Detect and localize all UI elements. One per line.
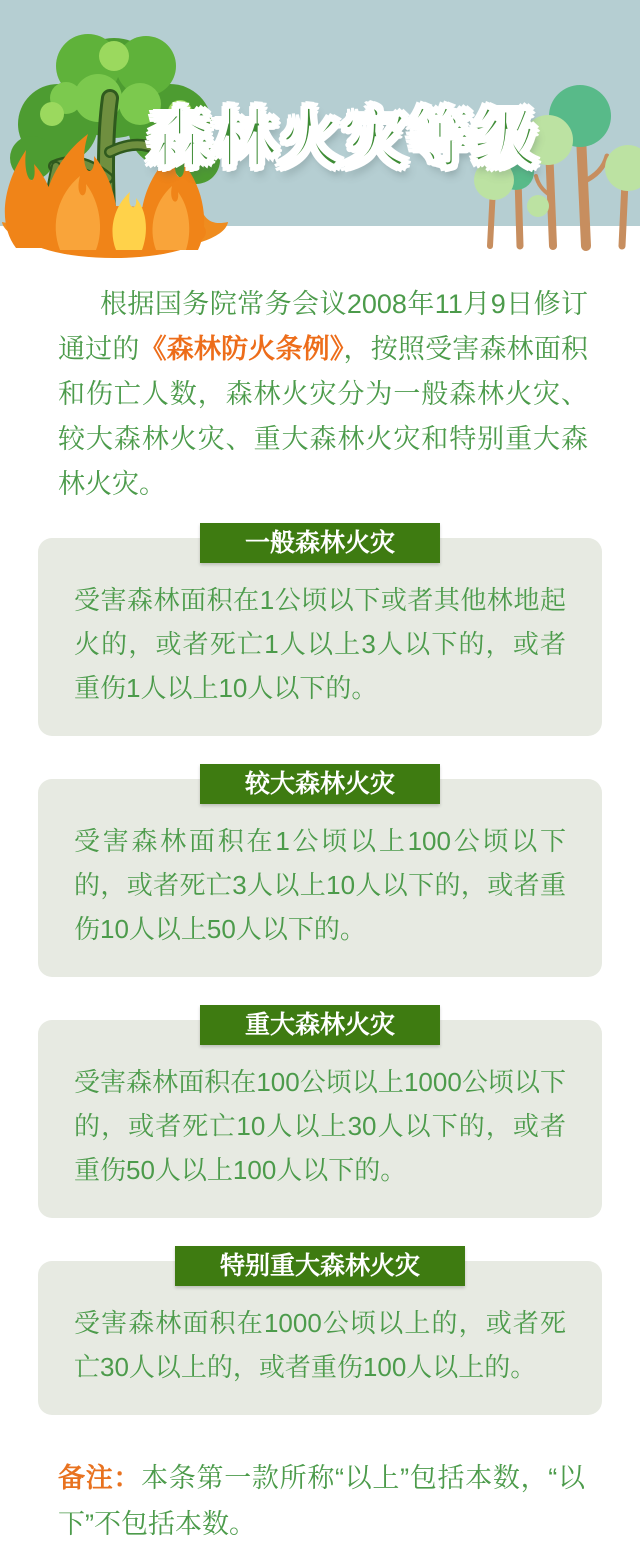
section-general-forest-fire [38,523,602,736]
regulation-name-highlight: 《森林防火条例》 [139,334,344,364]
body-major-forest-fire: 受害森林面积在100公顷以上1000公顷以下的，或者死亡10人以上30人以下的，或者重伤50人以上100人以下的。 [74,1067,566,1185]
note-text: 本条第一款所称“以上”包括本数，“以下”不包括本数。 [58,1463,585,1539]
body-larger-forest-fire: 受害森林面积在1公顷以上100公顷以下的，或者死亡3人以上10人以下的，或者重伤10人以上50人以下的。 [74,826,566,944]
panel-larger-forest-fire [38,779,602,977]
section-larger-forest-fire [38,764,602,977]
intro-text-after: ，按照受害森林面积和伤亡人数，森林火灾分为一般森林火灾、较大森林火灾、重大森林火灾和特别重大森林火灾。 [58,334,589,499]
badge-extra-major-forest-fire: 特别重大森林火灾 [175,1246,465,1286]
page-title: 森林火灾等级 [148,103,538,175]
section-major-forest-fire [38,1005,602,1218]
panel-general-forest-fire [38,538,602,736]
intro-text-before: 根据国务院常务会议2008年11月9日修订通过的 [58,289,588,364]
panel-major-forest-fire [38,1020,602,1218]
header-banner [0,0,640,226]
badge-general-forest-fire: 一般森林火灾 [200,523,440,563]
footer-note [58,1455,585,1547]
body-general-forest-fire: 受害森林面积在1公顷以下或者其他林地起火的，或者死亡1人以上3人以下的，或者重伤1人以上10人以下的。 [74,585,566,703]
note-label: 备注： [58,1463,142,1493]
badge-larger-forest-fire: 较大森林火灾 [200,764,440,804]
body-extra-major-forest-fire: 受害森林面积在1000公顷以上的，或者死亡30人以上的，或者重伤100人以上的。 [74,1308,566,1382]
intro-paragraph [58,282,588,507]
badge-major-forest-fire: 重大森林火灾 [200,1005,440,1045]
section-extra-major-forest-fire [38,1246,602,1415]
